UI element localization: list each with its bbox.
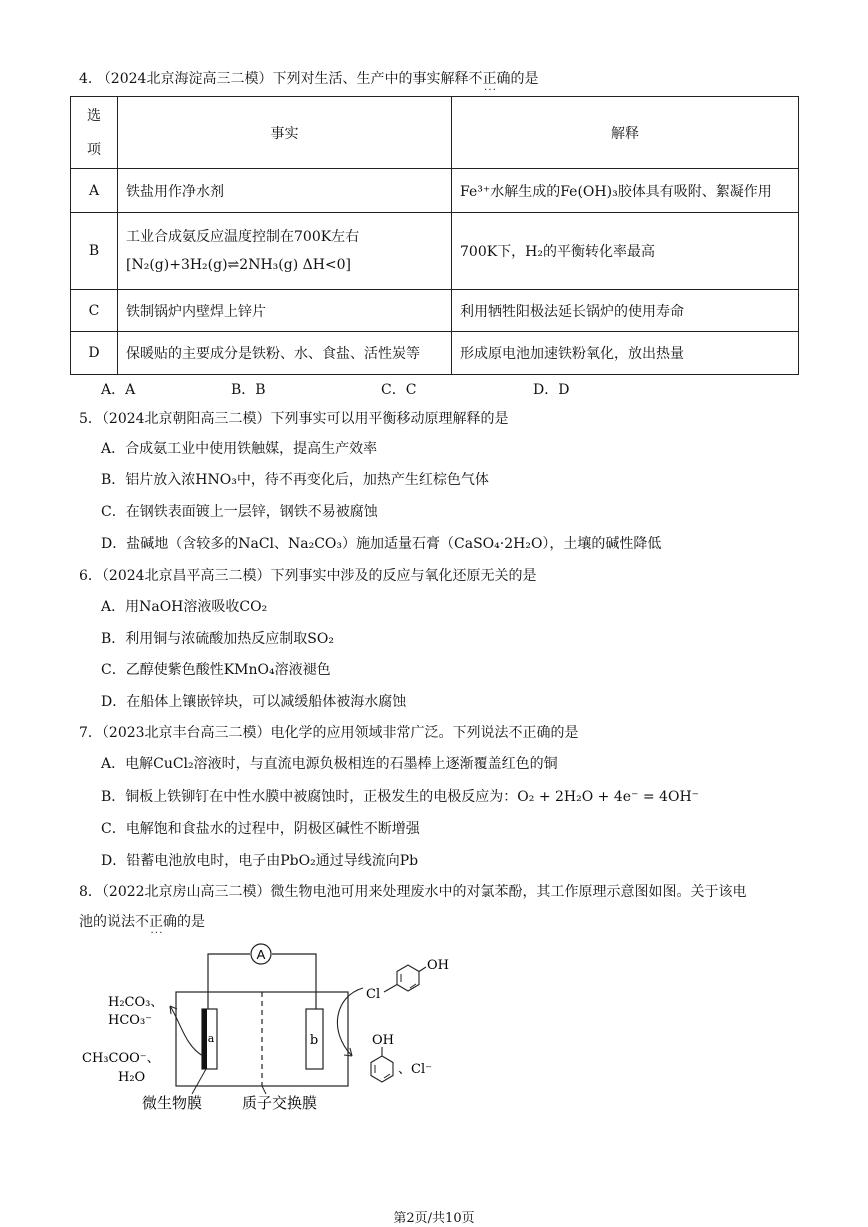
row-option: A — [71, 169, 118, 213]
ammeter-label: A — [256, 947, 266, 962]
table-row — [71, 332, 799, 375]
q4-number: 4. — [79, 71, 93, 87]
row-fact: 铁盐用作净水剂 — [118, 169, 452, 213]
left-reactant-2: H₂O — [118, 1070, 146, 1085]
arrow-left-curve — [170, 1006, 203, 1056]
row-explain: Fe³⁺水解生成的Fe(OH)₃胶体具有吸附、絮凝作用 — [452, 169, 799, 213]
membrane-leader — [262, 1086, 266, 1094]
q8-stem-line1: 8．（2022北京房山高三二模）微生物电池可用来处理废水中的对氯苯酚，其工作原理示意图如图。关于该电 — [79, 884, 747, 900]
q5-choice-a: A．合成氨工业中使用铁触媒，提高生产效率 — [101, 441, 378, 457]
wire-right — [272, 954, 316, 1009]
chlorophenol-oh: OH — [427, 958, 449, 973]
row-fact — [118, 213, 452, 290]
q7-choice-c: C．电解饱和食盐水的过程中，阴极区碱性不断增强 — [101, 821, 420, 837]
label-proton-membrane: 质子交换膜 — [242, 1094, 318, 1112]
q5-choice-b: B．铝片放入浓HNO₃中，待不再变化后，加热产生红棕色气体 — [101, 472, 489, 488]
row-fact-line1: 工业合成氨反应温度控制在700K左右 — [126, 229, 360, 245]
q6-choice-a: A．用NaOH溶液吸收CO₂ — [101, 599, 268, 615]
row-option: B — [71, 213, 118, 290]
q8-stem-line2-text: 池的说法 — [79, 914, 135, 930]
header-fact: 事实 — [118, 97, 452, 169]
biofilm-leader — [192, 1069, 206, 1094]
q6-choice-d: D．在船体上镶嵌锌块，可以减缓船体被海水腐蚀 — [101, 694, 407, 710]
q6-choice-c: C．乙醇使紫色酸性KMnO₄溶液褪色 — [101, 662, 331, 678]
q4-choice-c: C．C — [381, 382, 417, 398]
page-footer: 第2页/共10页 — [393, 1211, 475, 1226]
q7-choice-a: A．电解CuCl₂溶液时，与直流电源负极相连的石墨棒上逐渐覆盖红色的铜 — [101, 756, 558, 772]
row-option: C — [71, 290, 118, 332]
q4-stem-text: 下列对生活、生产中的事实解释 — [272, 71, 469, 87]
row-explain: 700K下，H₂的平衡转化率最高 — [452, 213, 799, 290]
phenol-oh: OH — [372, 1033, 394, 1048]
label-biofilm: 微生物膜 — [142, 1094, 203, 1112]
q5-stem: 5．（2024北京朝阳高三二模）下列事实可以用平衡移动原理解释的是 — [79, 411, 509, 427]
q8-emphasis: 不正确 · · · — [135, 914, 177, 930]
row-option: D — [71, 332, 118, 375]
header-option: 选项 — [71, 97, 118, 169]
q6-stem: 6．（2024北京昌平高三二模）下列事实中涉及的反应与氧化还原无关的是 — [79, 568, 537, 584]
row-fact: 保暖贴的主要成分是铁粉、水、食盐、活性炭等 — [118, 332, 452, 375]
wire-left — [208, 954, 250, 1009]
phenol-ring — [371, 1056, 393, 1082]
electrode-a-label: a — [207, 1032, 215, 1045]
cell-diagram — [70, 936, 490, 1116]
q8-stem-line2-end: 的是 — [177, 914, 205, 930]
q4-source: （2024北京海淀高三二模） — [96, 71, 273, 87]
left-product-1: H₂CO₃、 — [108, 995, 164, 1010]
q5-choice-d: D．盐碱地（含较多的NaCl、Na₂CO₃）施加适量石膏（CaSO₄·2H₂O），土壤的碱性降低 — [101, 536, 662, 552]
q7-choice-b: B．铜板上铁铆钉在中性水膜中被腐蚀时，正极发生的电极反应为：O₂ + 2H₂O + 4e⁻ = 4OH⁻ — [101, 789, 700, 805]
q4-stem — [79, 68, 538, 88]
row-explain: 形成原电池加速铁粉氧化，放出热量 — [452, 332, 799, 375]
q4-choice-d: D．D — [533, 382, 570, 398]
q7-stem: 7．（2023北京丰台高三二模）电化学的应用领域非常广泛。下列说法不正确的是 — [79, 725, 579, 741]
biofilm — [202, 1009, 207, 1069]
phenol-molecule — [371, 1033, 432, 1082]
left-product-2: HCO₃⁻ — [108, 1013, 153, 1028]
q5-choice-c: C．在钢铁表面镀上一层锌，钢铁不易被腐蚀 — [101, 504, 378, 520]
q8-stem-line2 — [79, 911, 205, 931]
q6-choice-b: B．利用铜与浓硫酸加热反应制取SO₂ — [101, 631, 334, 647]
table-row — [71, 169, 799, 213]
q4-choice-b: B．B — [231, 382, 266, 398]
row-explain: 利用牺牲阳极法延长锅炉的使用寿命 — [452, 290, 799, 332]
chloride-ion: 、Cl⁻ — [398, 1062, 432, 1077]
q4-choice-a: A．A — [101, 382, 136, 398]
chlorophenol-molecule — [366, 958, 449, 1002]
q7-choice-d: D．铅蓄电池放电时，电子由PbO₂通过导线流向Pb — [101, 853, 419, 869]
chlorophenol-ring — [397, 965, 419, 991]
left-reactant-1: CH₃COO⁻、 — [82, 1051, 160, 1066]
table-row — [71, 290, 799, 332]
row-fact: 铁制锅炉内壁焊上锌片 — [118, 290, 452, 332]
q4-table — [70, 96, 799, 375]
chlorophenol-cl: Cl — [366, 987, 381, 1002]
q4-emphasis: 不正确 · · · — [468, 71, 510, 87]
row-fact-line2: [N₂(g)+3H₂(g)⇌2NH₃(g) ΔH<0] — [126, 257, 352, 273]
header-explain: 解释 — [452, 97, 799, 169]
electrode-b-label: b — [309, 1033, 319, 1048]
table-header-row — [71, 97, 799, 169]
table-row — [71, 213, 799, 290]
arrow-right-curve — [337, 988, 363, 1056]
q4-stem-end: 的是 — [510, 71, 539, 87]
